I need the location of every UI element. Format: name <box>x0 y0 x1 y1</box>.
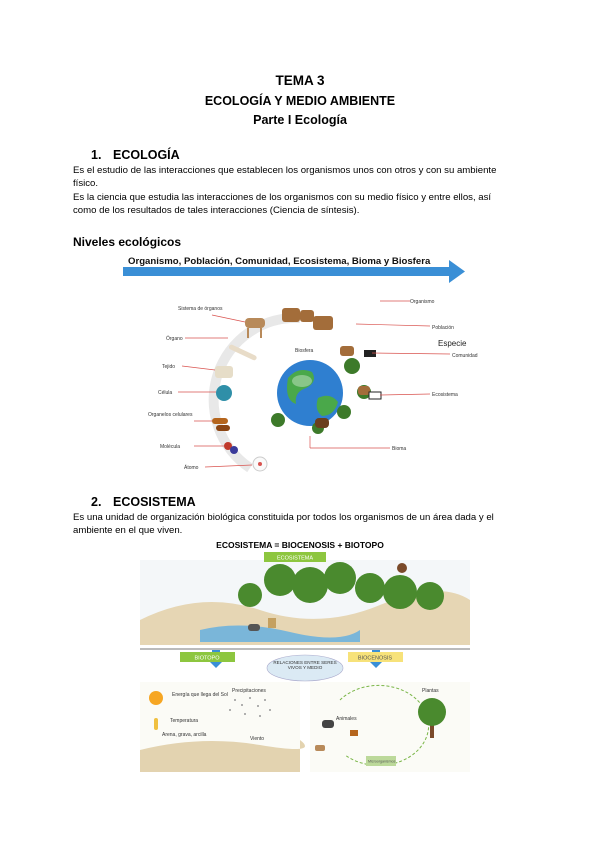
ecosistema-formula: ECOSISTEMA = BIOCENOSIS + BIOTOPO <box>216 540 384 550</box>
cell-icon <box>216 385 232 401</box>
text-line: Es una unidad de organización biológica constituida por todos los organismos de un área dada y el <box>73 512 494 523</box>
section-ecologia-heading <box>91 148 180 162</box>
ecosistema-definition <box>73 512 533 537</box>
thermometer-icon <box>154 718 158 730</box>
label-biosfera: Biosfera <box>295 348 314 354</box>
text-line: como de los resultados de tales interacciones (Ciencia de síntesis). <box>73 204 360 216</box>
section-title: ECOLOGÍA <box>113 148 180 162</box>
niveles-heading: Niveles ecológicos <box>73 235 182 249</box>
label-animales: Animales <box>336 716 357 722</box>
section-ecosistema-heading <box>91 495 196 509</box>
label-biocenosis: BIOCENOSIS <box>357 655 393 662</box>
doc-part: Parte I Ecología <box>253 113 347 127</box>
section-number: 2. <box>91 495 102 509</box>
label-sistema: Sistema de órganos <box>178 306 223 312</box>
label-plantas: Plantas <box>422 688 439 694</box>
text-line: físico. <box>73 177 99 189</box>
section-number: 1. <box>91 148 102 162</box>
label-organismo: Organismo <box>410 299 435 305</box>
label-energia: Energía que llega del Sol <box>172 692 228 698</box>
label-celula: Célula <box>158 390 173 396</box>
label-tejido: Tejido <box>162 364 176 370</box>
ecosystem-illustration <box>140 550 470 775</box>
deer-icon <box>245 318 265 338</box>
bear-icon <box>315 418 329 428</box>
sun-icon <box>149 691 163 705</box>
label-organo: Órgano <box>166 336 183 342</box>
label-bioma: Bioma <box>392 446 407 452</box>
label-ecosistema: ECOSISTEMA <box>276 555 314 562</box>
label-poblacion: Población <box>432 325 454 331</box>
ecological-levels-diagram <box>120 288 490 484</box>
ecologia-definition-2 <box>73 192 533 217</box>
label-temperatura: Temperatura <box>170 718 199 724</box>
label-organelos: Organelos celulares <box>148 412 193 418</box>
doc-title: TEMA 3 <box>275 73 325 88</box>
label-biotopo: BIOTOPO <box>194 655 220 662</box>
levels-arrow-text: Organismo, Población, Comunidad, Ecosistema, Bioma y Biosfera <box>128 256 431 267</box>
deer-icon <box>315 745 325 751</box>
birds-icon <box>397 563 407 573</box>
section-title: ECOSISTEMA <box>113 495 196 509</box>
doc-subtitle: ECOLOGÍA Y MEDIO AMBIENTE <box>204 94 396 108</box>
label-suelo: Arena, grava, arcilla <box>162 732 207 738</box>
label-viento: Viento <box>250 736 265 742</box>
label-molecula: Molécula <box>160 444 181 450</box>
label-atomo: Átomo <box>184 465 199 471</box>
globe-icon <box>277 360 343 426</box>
ecologia-definition-1 <box>73 165 533 190</box>
text-line: ambiente en el que viven. <box>73 524 183 536</box>
label-comunidad: Comunidad <box>452 353 478 359</box>
text-line: Es la ciencia que estudia las interacciones de los organismos con su medio físico y entre ellos, así <box>73 192 492 203</box>
label-especie: Especie <box>438 339 467 348</box>
atom-icon <box>253 457 267 471</box>
label-ecosistema: Ecosistema <box>432 392 458 398</box>
label-relaciones: RELACIONES ENTRE SERES VIVOS Y MEDIO <box>273 660 337 671</box>
label-precipitaciones: Precipitaciones <box>232 688 266 694</box>
text-line: Es el estudio de las interacciones que establecen los organismos unos con otros y con su ambiente <box>73 165 497 176</box>
label-microorganismos: Microorganismos <box>368 759 396 764</box>
tissue-icon <box>215 366 233 378</box>
